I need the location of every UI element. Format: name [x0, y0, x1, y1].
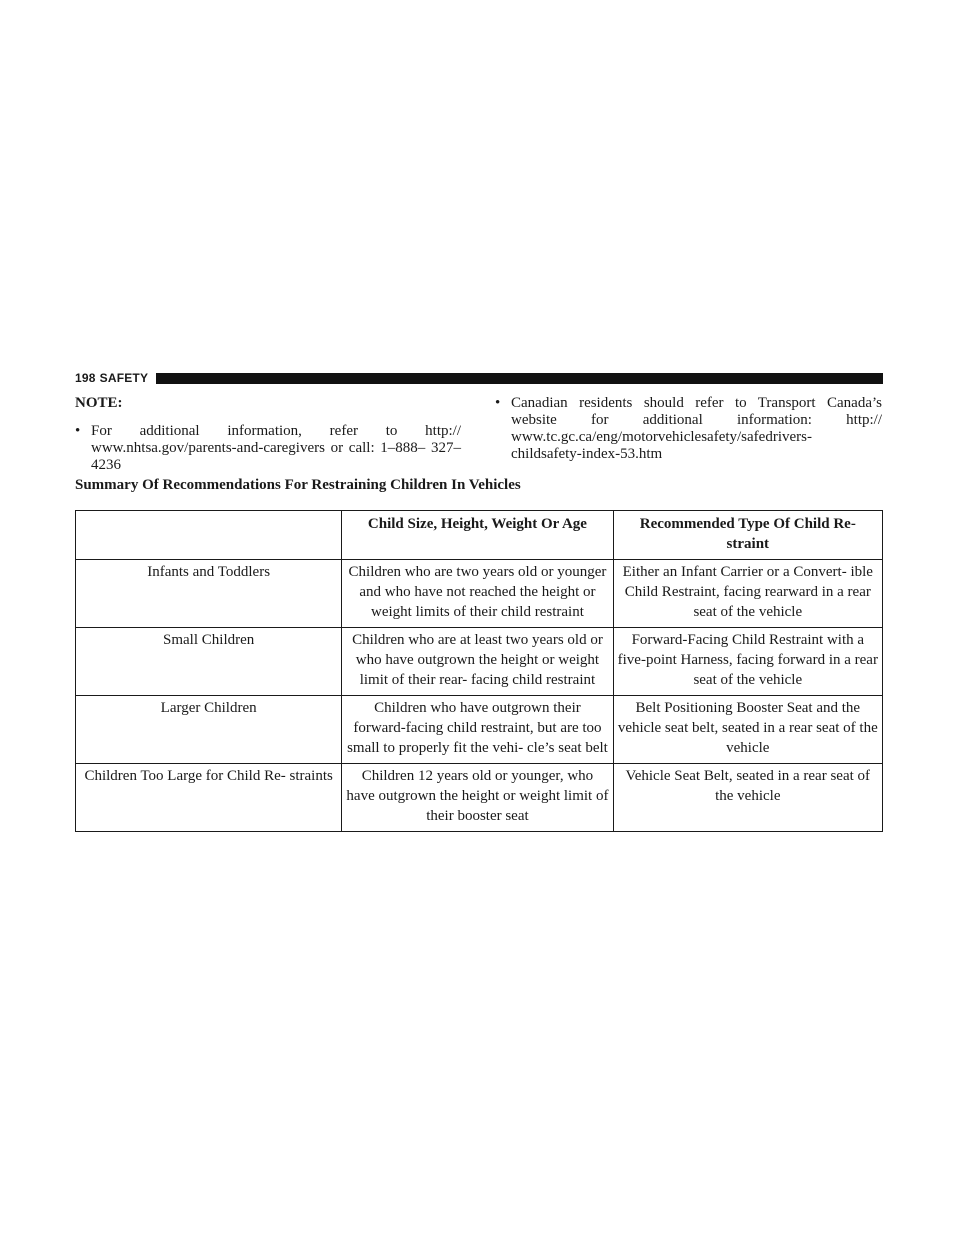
header-cell-restraint-type: Recommended Type Of Child Re- straint — [613, 511, 882, 560]
restraint-type-cell: Forward-Facing Child Restraint with a five-point Harness, facing forward in a rear seat of the vehicle — [613, 628, 882, 696]
header-rule — [156, 373, 883, 384]
section-name: SAFETY — [99, 371, 149, 385]
category-cell: Children Too Large for Child Re- straints — [76, 764, 342, 832]
restraint-type-cell: Vehicle Seat Belt, seated in a rear seat of the vehicle — [613, 764, 882, 832]
restraint-type-cell: Either an Infant Carrier or a Convert- ible Child Restraint, facing rearward in a rear seat of the vehicle — [613, 560, 882, 628]
note-title: NOTE: — [75, 395, 123, 411]
restraint-type-cell: Belt Positioning Booster Seat and the vehicle seat belt, seated in a rear seat of the vehicle — [613, 696, 882, 764]
table-row — [76, 696, 883, 764]
note-item-text: For additional information, refer to http:// www.nhtsa.gov/parents-and-caregivers or call: 1–888– 327–4236 — [91, 423, 461, 473]
header-cell-category — [76, 511, 342, 560]
note-list-right — [495, 395, 882, 463]
recommendations-table — [75, 510, 883, 832]
note-item — [495, 395, 882, 463]
bullet-icon: • — [75, 423, 81, 439]
page-number: 198 — [75, 371, 96, 385]
table-header-row — [76, 511, 883, 560]
note-list-left — [75, 423, 461, 474]
child-size-cell: Children who have outgrown their forward-facing child restraint, but are too small to properly fit the vehi- cle’s seat belt — [342, 696, 613, 764]
header-cell-child-size: Child Size, Height, Weight Or Age — [342, 511, 613, 560]
category-cell: Larger Children — [76, 696, 342, 764]
table-row — [76, 764, 883, 832]
bullet-icon: • — [495, 395, 501, 411]
note-item-text: Canadian residents should refer to Transport Canada’s website for additional information: http:// www.tc.gc.ca/eng/motorvehiclesafety/safedrivers- childsafety-index-53.htm — [511, 395, 882, 462]
category-cell: Small Children — [76, 628, 342, 696]
table-row — [76, 560, 883, 628]
page-header — [75, 370, 883, 386]
child-size-cell: Children who are two years old or younger and who have not reached the height or weight limits of their child restraint — [342, 560, 613, 628]
table-row — [76, 628, 883, 696]
child-size-cell: Children who are at least two years old or who have outgrown the height or weight limit of their rear- facing child restraint — [342, 628, 613, 696]
child-size-cell: Children 12 years old or younger, who have outgrown the height or weight limit of their booster seat — [342, 764, 613, 832]
category-cell: Infants and Toddlers — [76, 560, 342, 628]
section-title: Summary Of Recommendations For Restraining Children In Vehicles — [75, 477, 521, 493]
running-head — [75, 371, 148, 385]
note-item — [75, 423, 461, 474]
